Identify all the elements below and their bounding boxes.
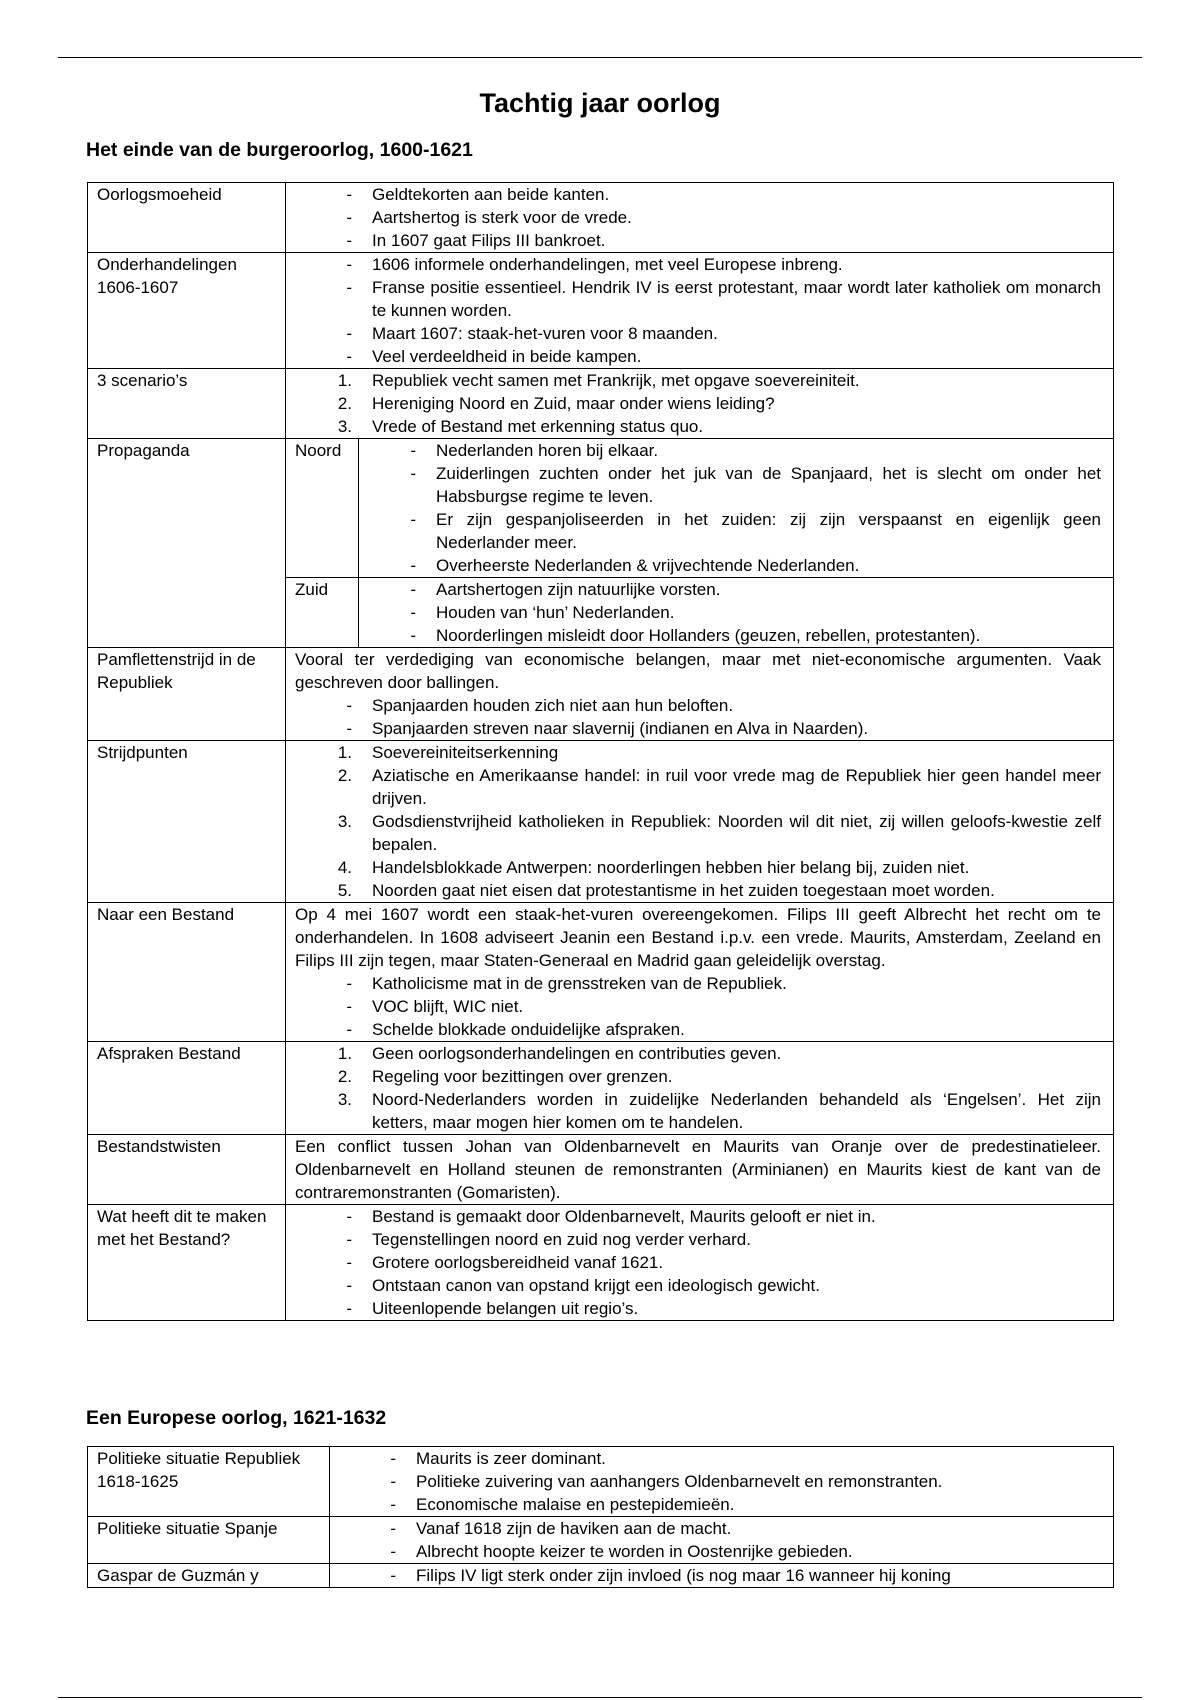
bullet-list bbox=[295, 253, 1101, 368]
list-item bbox=[295, 856, 1101, 879]
item-number: 2. bbox=[337, 766, 352, 785]
row-label: Strijdpunten bbox=[88, 741, 286, 903]
list-item bbox=[339, 1564, 1101, 1587]
dash-marker: - bbox=[346, 997, 352, 1016]
item-text: Vrede of Bestand met erkenning status quo. bbox=[372, 417, 704, 436]
dash-marker: - bbox=[346, 719, 352, 738]
item-text: Maurits is zeer dominant. bbox=[416, 1449, 606, 1468]
list-item bbox=[339, 1517, 1101, 1540]
propaganda-subtable bbox=[286, 439, 1113, 647]
top-rule bbox=[58, 57, 1142, 58]
item-text: Houden van ‘hun’ Nederlanden. bbox=[436, 603, 675, 622]
section-heading-1: Het einde van de burgeroorlog, 1600-1621 bbox=[86, 139, 473, 161]
table-row bbox=[88, 369, 1114, 439]
subtable-row bbox=[286, 578, 1113, 648]
item-text: Noorderlingen misleidt door Hollanders (geuzen, rebellen, protestanten). bbox=[436, 626, 981, 645]
item-text: Katholicisme mat in de grensstreken van de Republiek. bbox=[372, 974, 787, 993]
row-label: Politieke situatie Spanje bbox=[88, 1517, 330, 1564]
list-item bbox=[295, 1251, 1101, 1274]
burgeroorlog-table bbox=[87, 182, 1114, 1321]
item-number: 3. bbox=[337, 417, 352, 436]
item-text: Hereniging Noord en Zuid, maar onder wiens leiding? bbox=[372, 394, 775, 413]
dash-marker: - bbox=[390, 1542, 396, 1561]
row-label: Propaganda bbox=[88, 439, 286, 648]
item-text: Tegenstellingen noord en zuid nog verder verhard. bbox=[372, 1230, 751, 1249]
item-text: Aartshertogen zijn natuurlijke vorsten. bbox=[436, 580, 721, 599]
dash-marker: - bbox=[346, 1299, 352, 1318]
item-text: Noord-Nederlanders worden in zuidelijke Nederlanden behandeld als ‘Engelsen’. Het zijn ketters, maar mogen hier komen om te handelen. bbox=[372, 1090, 1101, 1132]
list-item bbox=[295, 1205, 1101, 1228]
region-content bbox=[359, 439, 1114, 578]
item-text: Godsdienstvrijheid katholieken in Republiek: Noorden wil dit niet, zij willen geloofs-kwestie zelf bepalen. bbox=[372, 812, 1101, 854]
dash-marker: - bbox=[346, 278, 352, 297]
dash-marker: - bbox=[346, 185, 352, 204]
item-number: 5. bbox=[337, 881, 352, 900]
list-item bbox=[295, 415, 1101, 438]
item-text: Uiteenlopende belangen uit regio’s. bbox=[372, 1299, 639, 1318]
row-content bbox=[286, 253, 1114, 369]
list-item bbox=[359, 439, 1101, 462]
list-item bbox=[359, 462, 1101, 508]
dash-marker: - bbox=[410, 626, 416, 645]
item-number: 2. bbox=[337, 1067, 352, 1086]
list-item bbox=[339, 1470, 1101, 1493]
paragraph: Vooral ter verdediging van economische belangen, maar met niet-economische argumenten. Vaak geschreven door ballingen. bbox=[295, 650, 1101, 692]
item-text: 1606 informele onderhandelingen, met veel Europese inbreng. bbox=[372, 255, 843, 274]
table-row bbox=[88, 1135, 1114, 1205]
row-content bbox=[330, 1517, 1114, 1564]
section-heading-2: Een Europese oorlog, 1621-1632 bbox=[86, 1407, 387, 1429]
bullet-list bbox=[295, 972, 1101, 1041]
dash-marker: - bbox=[346, 1230, 352, 1249]
item-text: Noorden gaat niet eisen dat protestantisme in het zuiden toegestaan moet worden. bbox=[372, 881, 995, 900]
list-item bbox=[359, 601, 1101, 624]
subtable-body bbox=[286, 439, 1113, 647]
item-text: Zuiderlingen zuchten onder het juk van de Spanjaard, het is slecht om onder het Habsburgse regime te leven. bbox=[436, 464, 1101, 506]
row-content bbox=[286, 741, 1114, 903]
list-item bbox=[295, 229, 1101, 252]
table-body bbox=[88, 183, 1114, 1321]
list-item bbox=[295, 206, 1101, 229]
list-item bbox=[359, 578, 1101, 601]
table-row bbox=[88, 1517, 1114, 1564]
table-row bbox=[88, 1447, 1114, 1517]
bottom-rule bbox=[58, 1697, 1142, 1698]
row-label: Politieke situatie Republiek 1618-1625 bbox=[88, 1447, 330, 1517]
list-item bbox=[339, 1540, 1101, 1563]
dash-marker: - bbox=[390, 1495, 396, 1514]
region-content bbox=[359, 578, 1114, 648]
numbered-list bbox=[295, 369, 1101, 438]
bullet-list bbox=[295, 694, 1101, 740]
dash-marker: - bbox=[410, 510, 416, 529]
item-text: VOC blijft, WIC niet. bbox=[372, 997, 524, 1016]
europese-oorlog-table bbox=[87, 1446, 1114, 1588]
row-content bbox=[286, 903, 1114, 1042]
row-content bbox=[286, 439, 1114, 648]
row-label: 3 scenario’s bbox=[88, 369, 286, 439]
row-content bbox=[286, 648, 1114, 741]
item-text: Filips IV ligt sterk onder zijn invloed (is nog maar 16 wanneer hij koning bbox=[416, 1566, 951, 1585]
list-item bbox=[295, 276, 1101, 322]
item-text: Er zijn gespanjoliseerden in het zuiden: zij zijn verspaanst en eigenlijk geen Nederlander meer. bbox=[436, 510, 1101, 552]
item-text: Bestand is gemaakt door Oldenbarnevelt, Maurits gelooft er niet in. bbox=[372, 1207, 876, 1226]
region-label: Noord bbox=[286, 439, 359, 578]
dash-marker: - bbox=[346, 324, 352, 343]
list-item bbox=[295, 879, 1101, 902]
dash-marker: - bbox=[346, 1253, 352, 1272]
dash-marker: - bbox=[390, 1472, 396, 1491]
row-content bbox=[330, 1447, 1114, 1517]
row-label: Naar een Bestand bbox=[88, 903, 286, 1042]
item-text: In 1607 gaat Filips III bankroet. bbox=[372, 231, 606, 250]
dash-marker: - bbox=[410, 441, 416, 460]
row-content bbox=[286, 183, 1114, 253]
dash-marker: - bbox=[346, 231, 352, 250]
item-text: Regeling voor bezittingen over grenzen. bbox=[372, 1067, 673, 1086]
list-item bbox=[295, 764, 1101, 810]
document-title: Tachtig jaar oorlog bbox=[479, 88, 721, 118]
item-number: 1. bbox=[337, 743, 352, 762]
list-item bbox=[339, 1493, 1101, 1516]
item-text: Franse positie essentieel. Hendrik IV is eerst protestant, maar wordt later katholiek om monarch te kunnen worden. bbox=[372, 278, 1101, 320]
table-row bbox=[88, 1042, 1114, 1135]
item-text: Handelsblokkade Antwerpen: noorderlingen hebben hier belang bij, zuiden niet. bbox=[372, 858, 970, 877]
item-text: Ontstaan canon van opstand krijgt een ideologisch gewicht. bbox=[372, 1276, 820, 1295]
item-text: Overheerste Nederlanden & vrijvechtende Nederlanden. bbox=[436, 556, 860, 575]
bullet-list bbox=[339, 1447, 1101, 1516]
row-content bbox=[330, 1564, 1114, 1588]
list-item bbox=[295, 253, 1101, 276]
dash-marker: - bbox=[390, 1519, 396, 1538]
region-label: Zuid bbox=[286, 578, 359, 648]
item-text: Soevereiniteitserkenning bbox=[372, 743, 559, 762]
item-text: Spanjaarden houden zich niet aan hun beloften. bbox=[372, 696, 734, 715]
list-item bbox=[295, 972, 1101, 995]
dash-marker: - bbox=[410, 603, 416, 622]
list-item bbox=[295, 1088, 1101, 1134]
dash-marker: - bbox=[346, 1020, 352, 1039]
item-number: 4. bbox=[337, 858, 352, 877]
numbered-list bbox=[295, 741, 1101, 902]
table-row bbox=[88, 1205, 1114, 1321]
item-text: Geen oorlogsonderhandelingen en contributies geven. bbox=[372, 1044, 782, 1063]
list-item bbox=[295, 369, 1101, 392]
item-text: Geldtekorten aan beide kanten. bbox=[372, 185, 610, 204]
list-item bbox=[295, 1042, 1101, 1065]
row-content bbox=[286, 1042, 1114, 1135]
row-content bbox=[286, 369, 1114, 439]
dash-marker: - bbox=[346, 1276, 352, 1295]
bullet-list bbox=[295, 1205, 1101, 1320]
list-item bbox=[295, 995, 1101, 1018]
dash-marker: - bbox=[346, 255, 352, 274]
item-text: Aartshertog is sterk voor de vrede. bbox=[372, 208, 632, 227]
list-item bbox=[295, 345, 1101, 368]
table-row bbox=[88, 741, 1114, 903]
table-row bbox=[88, 439, 1114, 648]
row-content bbox=[286, 1205, 1114, 1321]
dash-marker: - bbox=[346, 347, 352, 366]
row-label: Afspraken Bestand bbox=[88, 1042, 286, 1135]
dash-marker: - bbox=[410, 464, 416, 483]
list-item bbox=[295, 694, 1101, 717]
list-item bbox=[295, 1297, 1101, 1320]
table-row bbox=[88, 903, 1114, 1042]
item-text: Spanjaarden streven naar slavernij (indianen en Alva in Naarden). bbox=[372, 719, 869, 738]
dash-marker: - bbox=[346, 208, 352, 227]
list-item bbox=[295, 392, 1101, 415]
list-item bbox=[295, 322, 1101, 345]
dash-marker: - bbox=[390, 1449, 396, 1468]
list-item bbox=[295, 810, 1101, 856]
bullet-list bbox=[339, 1564, 1101, 1587]
item-text: Schelde blokkade onduidelijke afspraken. bbox=[372, 1020, 685, 1039]
bullet-list bbox=[359, 578, 1101, 647]
item-text: Veel verdeeldheid in beide kampen. bbox=[372, 347, 642, 366]
item-text: Maart 1607: staak-het-vuren voor 8 maanden. bbox=[372, 324, 718, 343]
paragraph: Een conflict tussen Johan van Oldenbarnevelt en Maurits van Oranje over de predestinatieleer. Oldenbarnevelt en Holland steunen de remonstranten (Arminianen) en Maurits kiest de kant van de contraremonstranten (Gomaristen). bbox=[295, 1137, 1101, 1202]
paragraph: Op 4 mei 1607 wordt een staak-het-vuren overeengekomen. Filips III geeft Albrecht het recht om te onderhandelen. In 1608 adviseert Jeanin een Bestand i.p.v. een vrede. Maurits, Amsterdam, Zeeland en Filips III zijn tegen, maar Staten-Generaal en Madrid gaan geleidelijk overstag. bbox=[295, 905, 1101, 970]
bullet-list bbox=[295, 183, 1101, 252]
item-text: Vanaf 1618 zijn de haviken aan de macht. bbox=[416, 1519, 732, 1538]
dash-marker: - bbox=[390, 1566, 396, 1585]
list-item bbox=[359, 624, 1101, 647]
table-row bbox=[88, 648, 1114, 741]
item-text: Economische malaise en pestepidemieën. bbox=[416, 1495, 735, 1514]
list-item bbox=[359, 508, 1101, 554]
list-item bbox=[295, 1018, 1101, 1041]
table-body bbox=[88, 1447, 1114, 1588]
item-text: Politieke zuivering van aanhangers Oldenbarnevelt en remonstranten. bbox=[416, 1472, 943, 1491]
list-item bbox=[295, 1065, 1101, 1088]
item-text: Nederlanden horen bij elkaar. bbox=[436, 441, 659, 460]
dash-marker: - bbox=[346, 974, 352, 993]
list-item bbox=[339, 1447, 1101, 1470]
item-number: 1. bbox=[337, 371, 352, 390]
table-row bbox=[88, 1564, 1114, 1588]
list-item bbox=[295, 741, 1101, 764]
dash-marker: - bbox=[346, 1207, 352, 1226]
row-content bbox=[286, 1135, 1114, 1205]
list-item bbox=[295, 717, 1101, 740]
numbered-list bbox=[295, 1042, 1101, 1134]
bullet-list bbox=[359, 439, 1101, 577]
row-label: Bestandstwisten bbox=[88, 1135, 286, 1205]
item-number: 2. bbox=[337, 394, 352, 413]
item-text: Albrecht hoopte keizer te worden in Oostenrijke gebieden. bbox=[416, 1542, 853, 1561]
item-text: Aziatische en Amerikaanse handel: in ruil voor vrede mag de Republiek hier geen handel meer drijven. bbox=[372, 766, 1101, 808]
row-label: Onderhandelingen 1606-1607 bbox=[88, 253, 286, 369]
row-label: Gaspar de Guzmán y bbox=[88, 1564, 330, 1588]
row-label: Pamflettenstrijd in de Republiek bbox=[88, 648, 286, 741]
bullet-list bbox=[339, 1517, 1101, 1563]
list-item bbox=[359, 554, 1101, 577]
dash-marker: - bbox=[410, 580, 416, 599]
list-item bbox=[295, 1228, 1101, 1251]
list-item bbox=[295, 183, 1101, 206]
item-number: 3. bbox=[337, 1090, 352, 1109]
row-label: Oorlogsmoeheid bbox=[88, 183, 286, 253]
dash-marker: - bbox=[346, 696, 352, 715]
item-text: Republiek vecht samen met Frankrijk, met opgave soevereiniteit. bbox=[372, 371, 860, 390]
list-item bbox=[295, 1274, 1101, 1297]
row-label: Wat heeft dit te maken met het Bestand? bbox=[88, 1205, 286, 1321]
item-number: 3. bbox=[337, 812, 352, 831]
item-number: 1. bbox=[337, 1044, 352, 1063]
item-text: Grotere oorlogsbereidheid vanaf 1621. bbox=[372, 1253, 664, 1272]
table-row bbox=[88, 253, 1114, 369]
table-row bbox=[88, 183, 1114, 253]
dash-marker: - bbox=[410, 556, 416, 575]
subtable-row bbox=[286, 439, 1113, 578]
